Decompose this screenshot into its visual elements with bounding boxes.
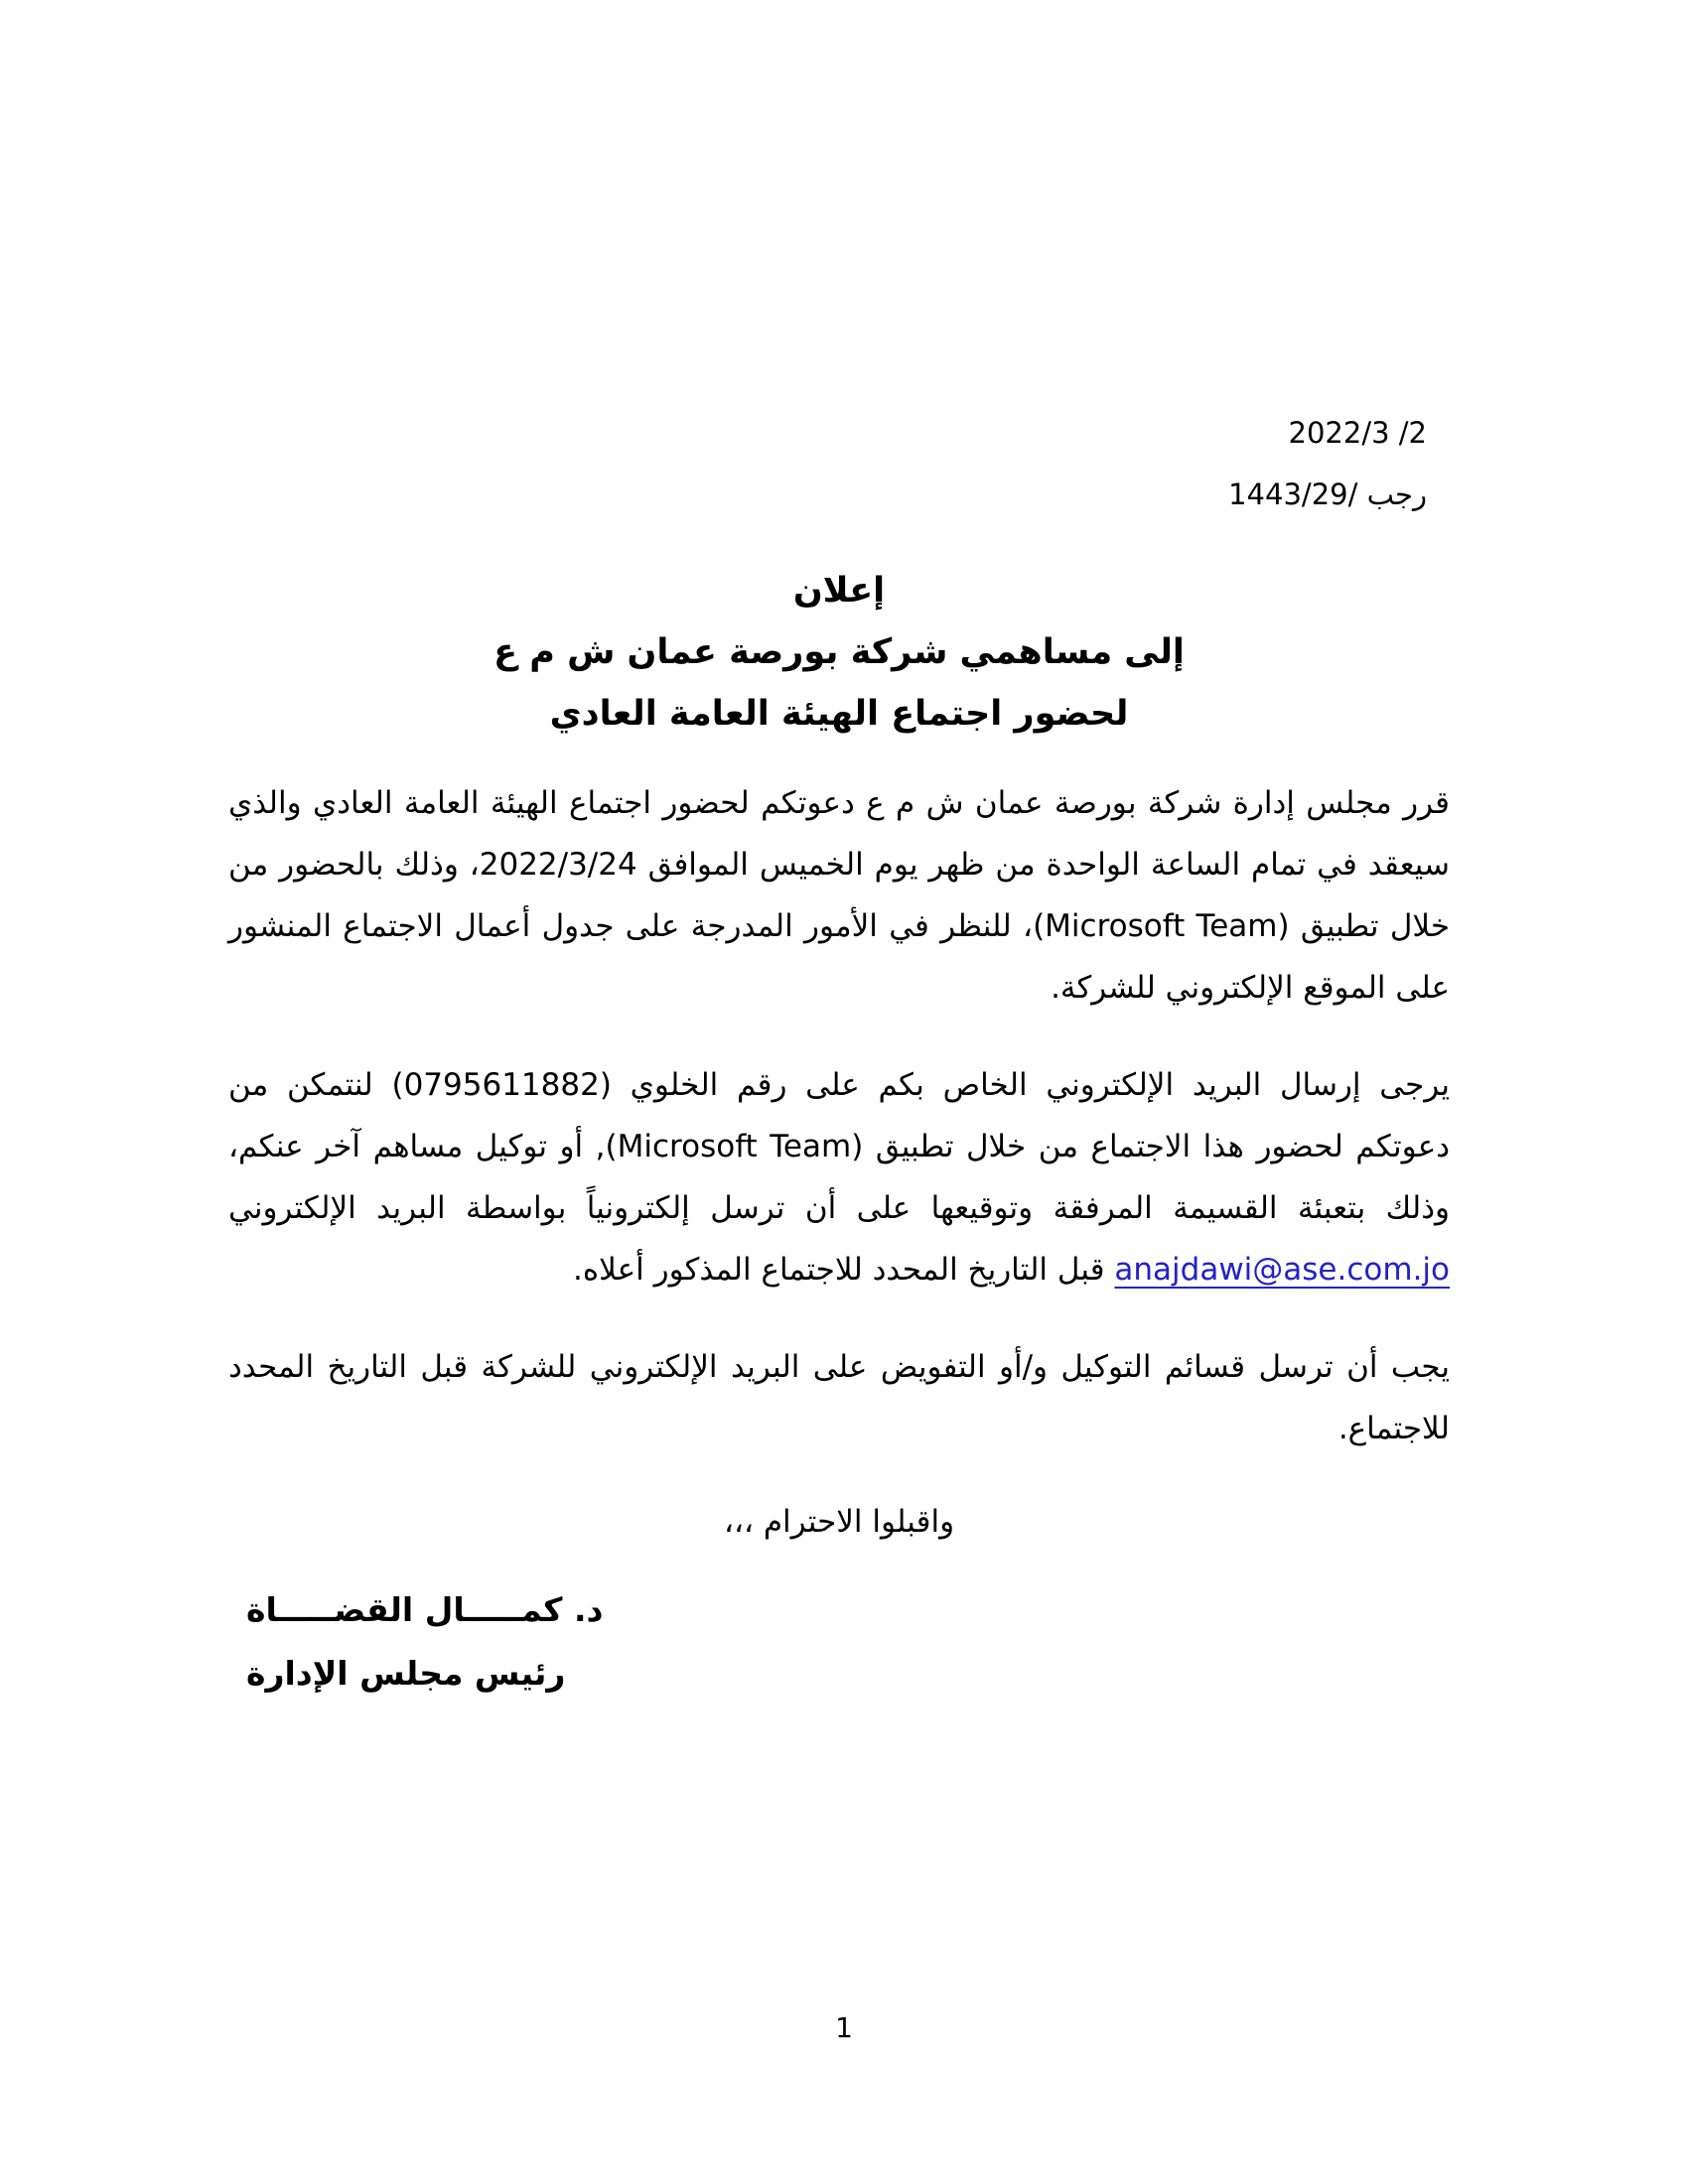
paragraph-meeting-details: قرر مجلس إدارة شركة بورصة عمان ش م ع دعوتكم لحضور اجتماع الهيئة العامة العادي والذي سيعقد في تمام الساعة الواحدة من ظهر يوم الخميس الموافق 2022/3/24، وذلك بالحضور من خلال تطبيق (Microsoft Team)، للنظر في الأمور المدرجة على جدول أعمال الاجتماع المنشور على الموقع الإلكتروني للشركة. — [228, 785, 1451, 1006]
paragraph-proxy-forms: يجب أن ترسل قسائم التوكيل و/أو التفويض على البريد الإلكتروني للشركة قبل التاريخ المحدد للاجتماع. — [228, 1349, 1450, 1446]
date-line-hijri — [228, 464, 1427, 525]
paragraph-invitation-text-after: قبل التاريخ المحدد للاجتماع المذكور أعلاه. — [573, 1252, 1115, 1288]
email-link[interactable]: anajdawi@ase.com.jo — [1114, 1252, 1450, 1288]
date-gregorian: 2022/3 /2 — [1288, 416, 1427, 450]
title-addressees: إلى مساهمي شركة بورصة عمان ش م ع — [493, 632, 1185, 672]
paragraph-invitation-email — [228, 1054, 1450, 1300]
signatory-name: د. كمـــــال القضـــــاة — [246, 1590, 604, 1629]
date-hijri: 1443/رجب /29 — [1228, 478, 1427, 511]
closing-salutation: واقبلوا الاحترام ،،، — [723, 1504, 955, 1540]
title-block — [228, 560, 1450, 745]
paragraph-invitation-text-before: يرجى إرسال البريد الإلكتروني الخاص بكم على رقم الخلوي (0795611882) لنتمكن من دعوتكم لحضور هذا الاجتماع من خلال تطبيق (Microsoft Team), أو توكيل مساهم آخر عنكم، وذلك بتعبئة القسيمة المرفقة وتوقيعها على أن ترسل إلكترونياً بواسطة البريد الإلكتروني — [228, 1067, 1450, 1226]
title-meeting-purpose: لحضور اجتماع الهيئة العامة العادي — [549, 694, 1129, 734]
date-line-gregorian — [228, 402, 1427, 464]
announcement-title: إعلان — [792, 571, 886, 611]
date-block — [228, 402, 1450, 525]
page-number: 1 — [835, 2011, 853, 2044]
signature-block — [228, 1578, 1450, 1706]
signatory-title: رئيس مجلس الإدارة — [246, 1654, 566, 1693]
document-content — [228, 402, 1450, 1706]
